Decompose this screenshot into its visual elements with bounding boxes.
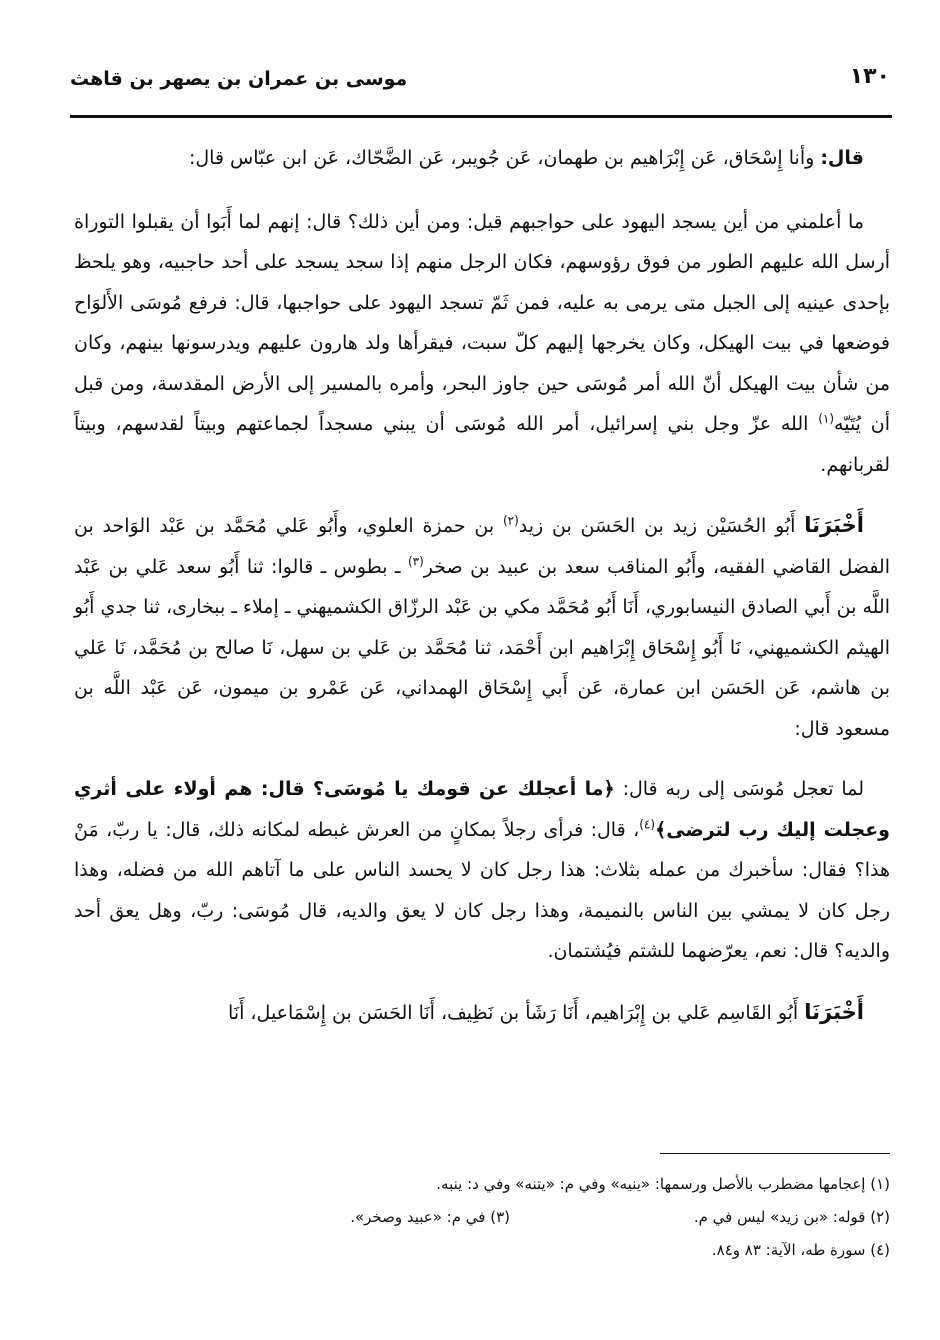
footnote-marker-4: (٤) bbox=[639, 817, 656, 832]
akhbarana-label: أَخْبَرَنَا bbox=[804, 513, 864, 537]
akhbarana-label-2: أَخْبَرَنَا bbox=[804, 999, 864, 1024]
page-header bbox=[70, 62, 890, 102]
page-number: ١٣٠ bbox=[849, 64, 890, 89]
footnote-1: (١) إعجامها مضطرب بالأصل ورسمها: «ينيه» وفي م: «يتنه» وفي د: ينبه. bbox=[436, 1175, 890, 1193]
paragraph-4 bbox=[74, 769, 890, 972]
footnote-marker-1: (١) bbox=[818, 411, 835, 426]
footnote-3: (٣) في م: «عبيد وصخر». bbox=[350, 1208, 510, 1226]
footnote-marker-3: (٣) bbox=[407, 554, 424, 569]
paragraph-4-text-a: لما تعجل مُوسَى إلى ربه قال: bbox=[614, 778, 864, 800]
header-rule bbox=[70, 115, 892, 118]
running-title: موسى بن عمران بن يصهر بن قاهث bbox=[70, 68, 408, 90]
main-text bbox=[74, 138, 890, 1033]
paragraph-1 bbox=[74, 138, 890, 179]
footnote-row-3 bbox=[74, 1234, 890, 1267]
footnote-row-1 bbox=[74, 1168, 890, 1201]
footnote-marker-2: (٢) bbox=[502, 513, 519, 528]
paragraph-2-text: ما أعلمني من أين يسجد اليهود على حواجبهم قيل: ومن أين ذلك؟ قال: إنهم لما أَبَوا أن يقبلوا التوراة أرسل الله عليهم الطور من فوق رؤوسهم، فكان الرجل منهم إذا سجد يسجد على أحد حاجبيه، وهو يلحظ بإحدى عينيه إلى الجبل متى يرمى به عليه، فمن ثَمّ تسجد اليهود على حواجبها، قال: فرفع مُوسَى الأَلوَاح فوضعها في بيت الهيكل، وكان يخرجها إليهم كلّ سبت، فيقرأها ولد هارون عليهم ويدرسونها بينهم، وكان من شأن بيت الهيكل أنّ الله أمر مُوسَى حين جاوز البحر، وأمره بالمسير إلى الأرض المقدسة، ومن قبل أن يُتَيّه bbox=[74, 210, 890, 435]
qala-label: قال: bbox=[820, 147, 864, 169]
footnote-rule bbox=[660, 1153, 890, 1154]
paragraph-3 bbox=[74, 505, 890, 749]
paragraph-5-text: أَبُو القَاسِم عَلي بن إِبْرَاهيم، أَنَا رَشَأ بن نَظِيف، أَنَا الحَسَن بن إِسْمَاعيل، أَنَا bbox=[228, 1001, 805, 1024]
footnote-2: (٢) قوله: «بن زيد» ليس في م. bbox=[693, 1208, 890, 1226]
paragraph-2-text-continued: الله عزّ وجل بني إسرائيل، أمر الله مُوسَى أن يبني مسجداً لجماعتهم وبيتاً لقدسهم، وبيتاً لقربانهم. bbox=[74, 413, 890, 476]
footnotes bbox=[74, 1168, 890, 1267]
footnote-4: (٤) سورة طه، الآية: ٨٣ و٨٤. bbox=[711, 1241, 890, 1259]
paragraph-3-text-b: بن حمزة العلوي، وأَبُو عَلي مُحَمَّد بن عَبْد الوَاحد بن الفضل القاضي الفقيه، وأَبُو المناقب سعد بن عبيد بن صخر bbox=[74, 515, 891, 578]
paragraph-3-text-a: أَبُو الحُسَيْن زيد بن الحَسَن بن زيد bbox=[518, 515, 805, 537]
footnote-row-2 bbox=[74, 1201, 890, 1234]
paragraph-3-text-c: ـ بطوس ـ قالوا: ثنا أَبُو سعد عَلي بن عَبْد اللَّه بن أَبي الصادق النيسابوري، أَنَا أَبُو مُحَمَّد مكي بن عَبْد الرزّاق الكشميهني ـ إملاء ـ ببخارى، ثنا جدي أَبُو الهيثم الكشميهني، نَا أَبُو إِسْحَاق إِبْرَاهيم ابن أَحْمَد، ثنا مُحَمَّد بن عَلي بن سهل، نَا صالح بن مُحَمَّد، نَا عَلي بن هاشم، عَن الحَسَن ابن عمارة، عَن أَبي إِسْحَاق الهمداني، عَن عَمْرو بن ميمون، عَن عَبْد اللَّه بن مسعود قال: bbox=[74, 555, 890, 740]
paragraph-4-text-b: ، قال: فرأى رجلاً بمكانٍ من العرش غبطه لمكانه ذلك، قال: يا ربّ، مَنْ هذا؟ فقال: سأخبرك من عمله بثلاث: هذا رجل كان لا يحسد الناس على ما آتاهم الله من فضله، وهذا رجل كان لا يمشي بين الناس بالنميمة، وهذا رجل كان لا يعق والديه، قال مُوسَى: ربّ، وهل يعق أحد والديه؟ قال: نعم، يعرّضهما للشتم فيُشتمان. bbox=[74, 818, 890, 962]
paragraph-5 bbox=[74, 992, 890, 1034]
quran-verse: ﴿ما أعجلك عن قومك يا مُوسَى؟ قال: هم أولاء على أثري وعجلت إليك رب لترضى﴾ bbox=[74, 778, 890, 841]
paragraph-1-text: وأنا إِسْحَاق، عَن إِبْرَاهيم بن طهمان، عَن جُويبر، عَن الضَّحّاك، عَن ابن عبّاس قال: bbox=[188, 147, 821, 169]
paragraph-2 bbox=[74, 202, 890, 486]
